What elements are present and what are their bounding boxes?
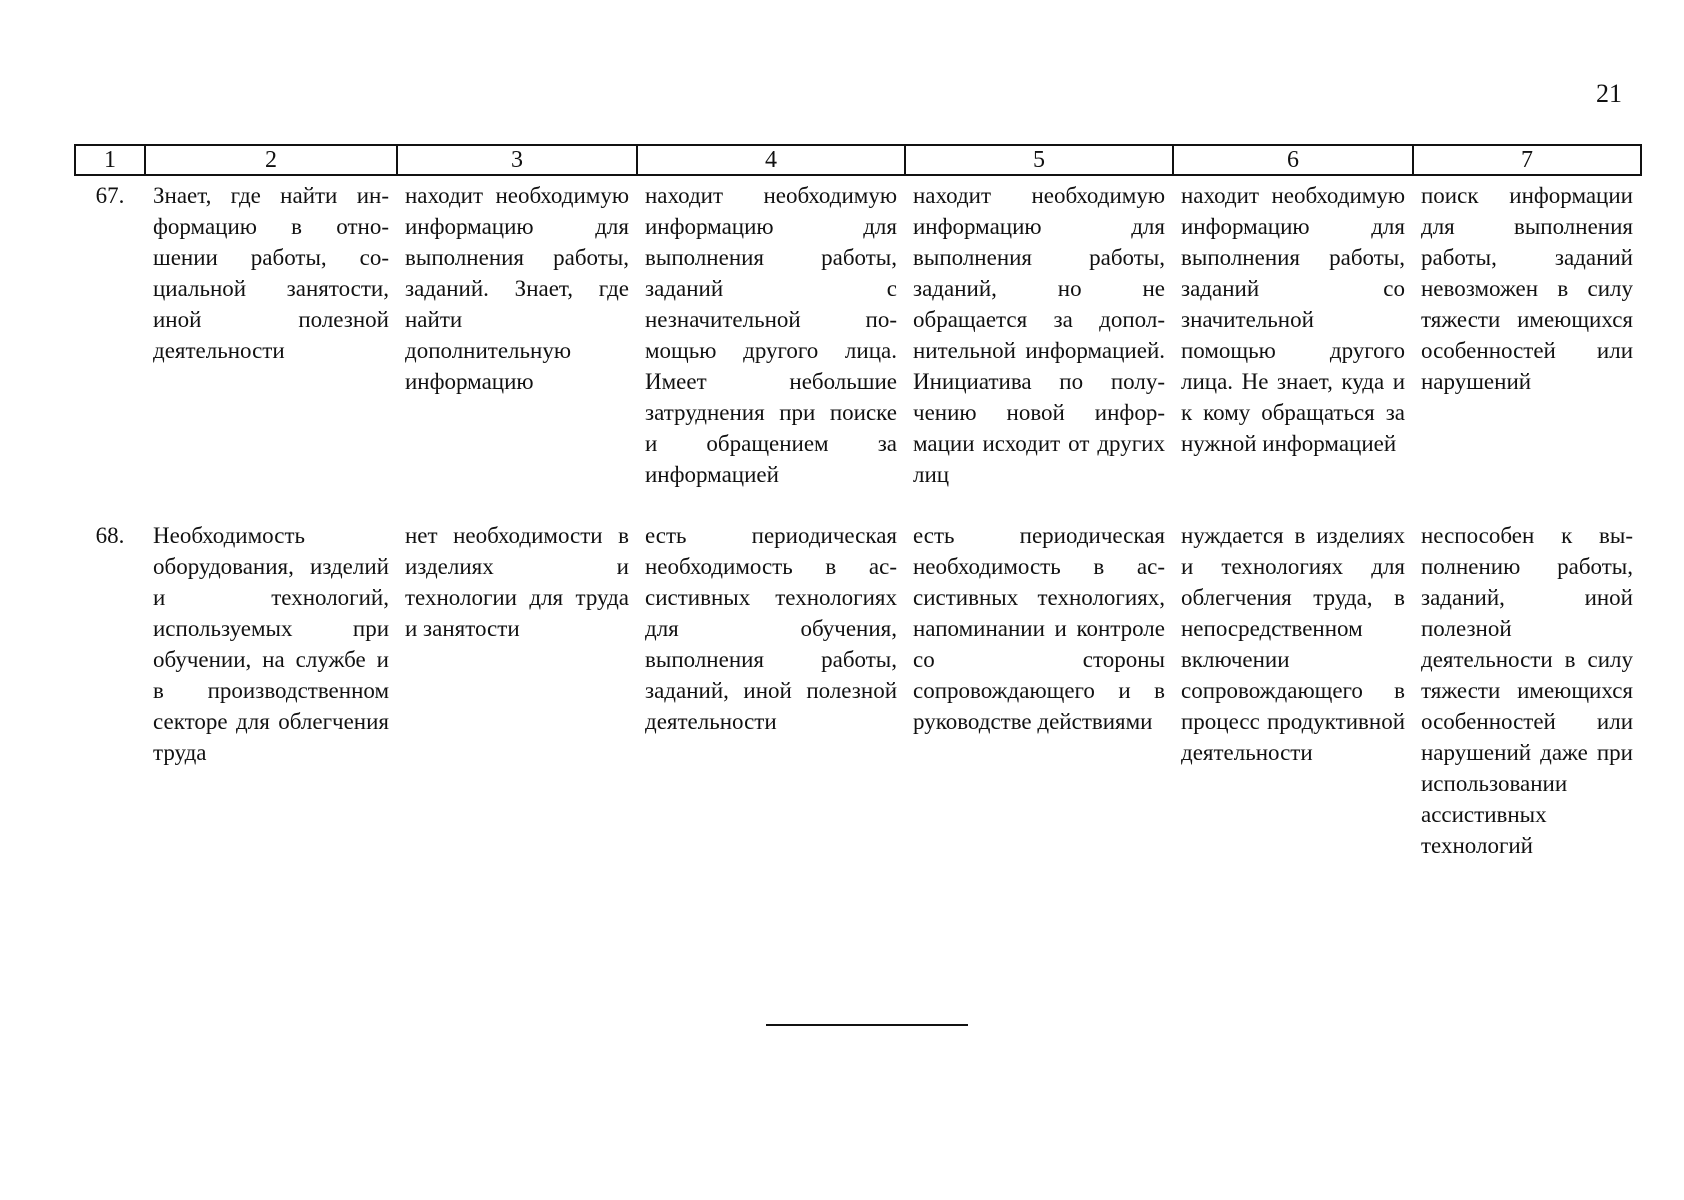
level-cell: нет необходимости в изделиях и технологии для труда и занятости (405, 523, 629, 641)
end-of-document-rule (766, 1024, 968, 1026)
level-cell: неспособен к выполнению работы, заданий, иной полезной деятельности в силу тяжести имеющихся особенностей или нарушений даже при использовании ассистивных технологий (1421, 523, 1633, 858)
page-number: 21 (1596, 79, 1622, 108)
criterion-cell: Необходимость оборудования, изделий и технологий, используемых при обучении, на службе и в производственном секторе для облегчения труда (153, 523, 389, 765)
level-cell: находит необходимую информацию для выполнения работы, заданий со значительной помощью другого лица. Не знает, куда и к кому обращаться за нужной информацией (1181, 183, 1405, 456)
level-cell: есть периодическая необходимость в ассистивных технологиях для обучения, выполнения работы, заданий, иной полезной деятельности (645, 523, 897, 734)
table-row (75, 518, 1641, 889)
column-header-7: 7 (1413, 145, 1641, 175)
level-cell: есть периодическая необходимость в ассистивных технологиях, напоминании и контроле со стороны сопровождающего и в руководстве действиями (913, 523, 1165, 734)
level-cell: нуждается в изделиях и технологиях для облегчения труда, в непосредственном включении сопровождающего в процесс продуктивной деятельности (1181, 523, 1405, 765)
column-header-1: 1 (75, 145, 145, 175)
level-cell: находит необходимую информацию для выполнения работы, заданий с незначительной помощью другого лица. Имеет небольшие затруднения при поиске и обращением за информацией (645, 183, 897, 487)
column-header-3: 3 (397, 145, 637, 175)
row-number: 67. (95, 183, 125, 208)
criterion-cell: Знает, где найти информацию в отношении работы, социальной занятости, иной полезной деятельности (153, 183, 389, 363)
assessment-table (74, 144, 1642, 889)
table-header-row (75, 145, 1641, 175)
table-row (75, 175, 1641, 518)
row-number: 68. (95, 523, 125, 548)
level-cell: находит необходимую информацию для выполнения работы, заданий. Знает, где найти дополнительную информацию (405, 183, 629, 394)
column-header-2: 2 (145, 145, 397, 175)
level-cell: находит необходимую информацию для выполнения работы, заданий, но не обращается за дополнительной информацией. Инициатива по получению новой информации исходит от других лиц (913, 183, 1165, 487)
column-header-4: 4 (637, 145, 905, 175)
level-cell: поиск информации для выполнения работы, заданий невозможен в силу тяжести имеющихся особенностей или нарушений (1421, 183, 1633, 394)
column-header-6: 6 (1173, 145, 1413, 175)
column-header-5: 5 (905, 145, 1173, 175)
